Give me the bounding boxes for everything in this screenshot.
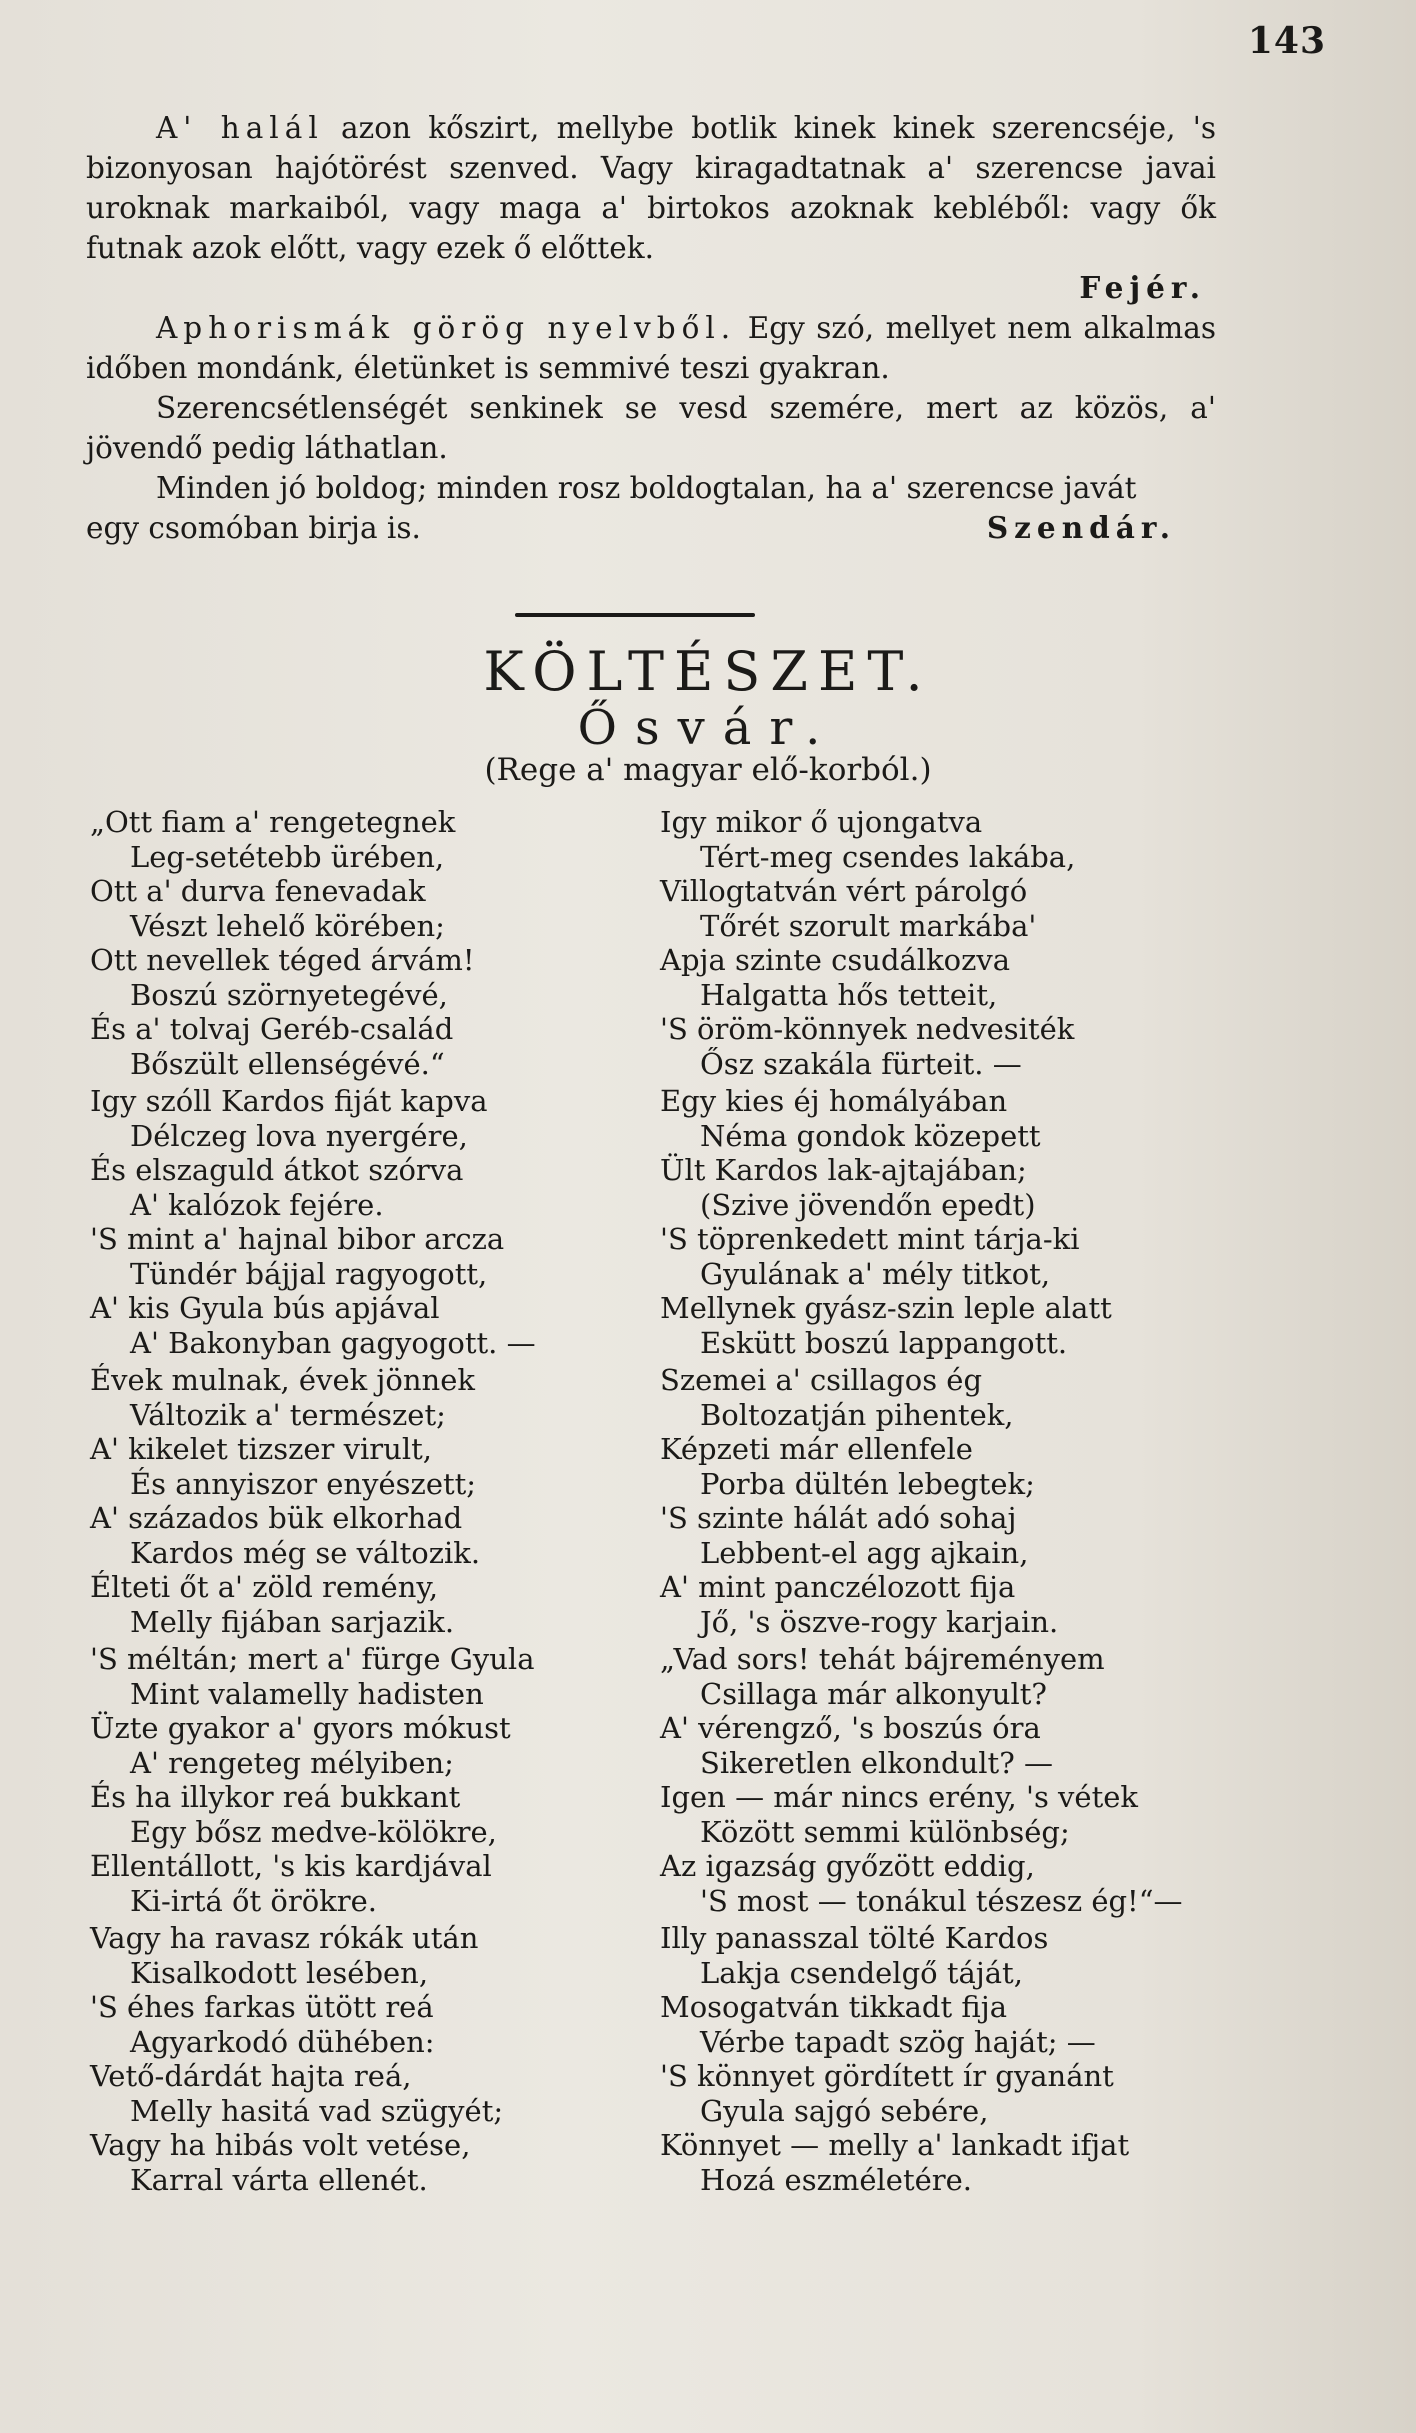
poem-line: Gyula sajgó sebére, (700, 2093, 989, 2128)
poem-line: Délczeg lova nyergére, (130, 1118, 468, 1153)
poem-line: 'S szinte hálát adó sohaj (660, 1501, 1017, 1535)
poem-stanza (90, 1084, 650, 1360)
poem-line: 'S töprenkedett mint tárja-ki (660, 1222, 1080, 1256)
author-signature: Szendár. (986, 510, 1176, 545)
poem-line: Bőszült ellenségévé.“ (130, 1046, 445, 1081)
poem-line: Sikeretlen elkondult? — (700, 1745, 1053, 1780)
poem-line: Mellynek gyász-szin leple alatt (660, 1291, 1112, 1325)
poem-line: Üzte gyakor a' gyors mókust (90, 1711, 511, 1745)
poem-line: Egy kies éj homályában (660, 1084, 1008, 1118)
poem-line: Élteti őt a' zöld remény, (90, 1570, 439, 1604)
poem-line: Kisalkodott lesében, (130, 1955, 429, 1990)
page-number: 143 (1247, 20, 1326, 62)
paragraph-body: azon kőszirt, mellybe botlik kinek kinek szerencséje, 's bizonyosan hajótörést szenved. Vagy kiragadtatnak a' szerencse javai uroknak markaiból, vagy maga a' birtokos azoknak kebléből: vagy ők futnak azok előtt, vagy ezek ő előttek. (86, 111, 1216, 265)
poem-line: Tőrét szorult markába' (700, 908, 1037, 943)
poem-line: Jő, 's öszve-rogy karjain. (700, 1604, 1059, 1639)
poem-line: Képzeti már ellenfele (660, 1432, 973, 1466)
poem-stanza (660, 1921, 1240, 2197)
section-title: KÖLTÉSZET. (483, 640, 933, 703)
poem-left-column (90, 805, 650, 2200)
poem-line: Melly hasitá vad szügyét; (130, 2093, 504, 2128)
poem-line: Mosogatván tikkadt fija (660, 1990, 1007, 2024)
poem-line: Csillaga már alkonyult? (700, 1676, 1047, 1711)
poem-subtitle: (Rege a' magyar elő-korból.) (484, 752, 932, 788)
poem-line: Igy mikor ő ujongatva (660, 805, 983, 839)
paragraph-fortune-end (86, 508, 1216, 548)
poem-line: Ellentállott, 's kis kardjával (90, 1849, 492, 1883)
poem-line: Könnyet — melly a' lankadt ifjat (660, 2128, 1130, 2162)
paragraph-body: Egy szó, mellyet nem alkalmas időben mondánk, életünket is semmivé teszi gyakran. (86, 311, 1216, 385)
poem-line: Ki-irtá őt örökre. (130, 1883, 377, 1918)
poem-line: Vészt lehelő körében; (130, 908, 445, 943)
poem-line: Néma gondok közepett (700, 1118, 1041, 1153)
poem-line: A' mint panczélozott fija (660, 1570, 1016, 1604)
poem-line: Vető-dárdát hajta reá, (90, 2059, 412, 2093)
poem-line: Között semmi különbség; (700, 1814, 1070, 1849)
poem-line: Lebbent-el agg ajkain, (700, 1535, 1029, 1570)
poem-line: A' százados bük elkorhad (90, 1501, 463, 1535)
poem-stanza (90, 805, 650, 1081)
poem-line: Eskütt boszú lappangott. (700, 1325, 1068, 1360)
paragraph-death (86, 108, 1216, 268)
prose-section (86, 108, 1216, 548)
poem-stanza (660, 1084, 1240, 1360)
poem-line: Boszú szörnyetegévé, (130, 977, 448, 1012)
poem-title: Ősvár. (577, 700, 839, 756)
poem-line: Halgatta hős tetteit, (700, 977, 998, 1012)
paragraph-body: egy csomóban birja is. (86, 511, 421, 545)
poem-line: Villogtatván vért párolgó (660, 874, 1028, 908)
poem-line: És elszaguld átkot szórva (90, 1153, 464, 1187)
paragraph-aphorisms (86, 308, 1216, 388)
poem-line: Vérbe tapadt szög haját; — (700, 2024, 1096, 2059)
poem-line: (Szive jövendőn epedt) (700, 1187, 1036, 1222)
poem-line: Porba dültén lebegtek; (700, 1466, 1035, 1501)
poem-line: Vagy ha ravasz rókák után (90, 1921, 479, 1955)
section-divider (515, 613, 755, 617)
poem-line: Mint valamelly hadisten (130, 1676, 484, 1711)
poem-line: 'S könnyet gördített ír gyanánt (660, 2059, 1114, 2093)
poem-stanza (660, 1642, 1240, 1918)
poem-line: Apja szinte csudálkozva (660, 943, 1011, 977)
poem-line: Igy szóll Kardos fiját kapva (90, 1084, 488, 1118)
poem-stanza (90, 1642, 650, 1918)
poem-stanza (660, 1363, 1240, 1639)
poem-line: A' kalózok fejére. (130, 1187, 384, 1222)
poem-line: És ha illykor reá bukkant (90, 1780, 461, 1814)
poem-line: Gyulának a' mély titkot, (700, 1256, 1051, 1291)
poem-line: Változik a' természet; (130, 1397, 446, 1432)
paragraph-fortune: Minden jó boldog; minden rosz boldogtalan, ha a' szerencse javát (156, 471, 1137, 505)
poem-line: Évek mulnak, évek jönnek (90, 1363, 475, 1397)
poem-line: 'S méltán; mert a' fürge Gyula (90, 1642, 535, 1676)
poem-line: Ott nevellek téged árvám! (90, 943, 475, 977)
poem-line: Karral várta ellenét. (130, 2162, 428, 2197)
poem-line: És annyiszor enyészett; (130, 1466, 477, 1501)
poem-line: „Ott fiam a' rengetegnek (90, 805, 456, 839)
poem-line: 'S éhes farkas ütött reá (90, 1990, 434, 2024)
poem-line: Ott a' durva fenevadak (90, 874, 426, 908)
poem-line: Egy bősz medve-kölökre, (130, 1814, 497, 1849)
poem-line: Kardos még se változik. (130, 1535, 481, 1570)
poem-line: 'S mint a' hajnal bibor arcza (90, 1222, 505, 1256)
poem-line: Ősz szakála fürteit. — (700, 1046, 1022, 1081)
poem-line: Hozá eszméletére. (700, 2162, 973, 2197)
paragraph-lead: A' halál (156, 111, 324, 145)
poem-line: A' kis Gyula bús apjával (90, 1291, 440, 1325)
poem-line: A' rengeteg mélyiben; (130, 1745, 454, 1780)
poem-stanza (90, 1363, 650, 1639)
poem-line: Ült Kardos lak-ajtajában; (660, 1153, 1027, 1187)
poem-line: Illy panasszal tölté Kardos (660, 1921, 1049, 1955)
author-signature: Fejér. (1079, 270, 1206, 305)
poem-line: Lakja csendelgő táját, (700, 1955, 1023, 1990)
poem-line: Tért-meg csendes lakába, (700, 839, 1076, 874)
poem-line: Igen — már nincs erény, 's vétek (660, 1780, 1138, 1814)
paragraph-misfortune: Szerencsétlenségét senkinek se vesd szemére, mert az közös, a' jövendő pedig láthatlan. (86, 391, 1216, 465)
paragraph-lead: Aphorismák görög nyelvből. (156, 311, 737, 345)
poem-line: Szemei a' csillagos ég (660, 1363, 983, 1397)
poem-line: Melly fijában sarjazik. (130, 1604, 455, 1639)
poem-line: Vagy ha hibás volt vetése, (90, 2128, 471, 2162)
poem-line: A' vérengző, 's boszús óra (660, 1711, 1041, 1745)
poem-line: 'S öröm-könnyek nedvesiték (660, 1012, 1075, 1046)
poem-line: A' kikelet tizszer virult, (90, 1432, 432, 1466)
poem-right-column (660, 805, 1240, 2200)
poem-stanza (90, 1921, 650, 2197)
poem-line: „Vad sors! tehát bájreményem (660, 1642, 1105, 1676)
poem-line: És a' tolvaj Geréb-család (90, 1012, 454, 1046)
poem-line: Leg-setétebb ürében, (130, 839, 445, 874)
poem-line: Agyarkodó dühében: (130, 2024, 435, 2059)
poem-line: 'S most — tonákul tészesz ég!“— (700, 1883, 1183, 1918)
poem-line: Boltozatján pihentek, (700, 1397, 1014, 1432)
poem-stanza (660, 805, 1240, 1081)
poem-line: Tündér bájjal ragyogott, (130, 1256, 488, 1291)
poem-line: Az igazság győzött eddig, (660, 1849, 1035, 1883)
poem-line: A' Bakonyban gagyogott. — (130, 1325, 536, 1360)
